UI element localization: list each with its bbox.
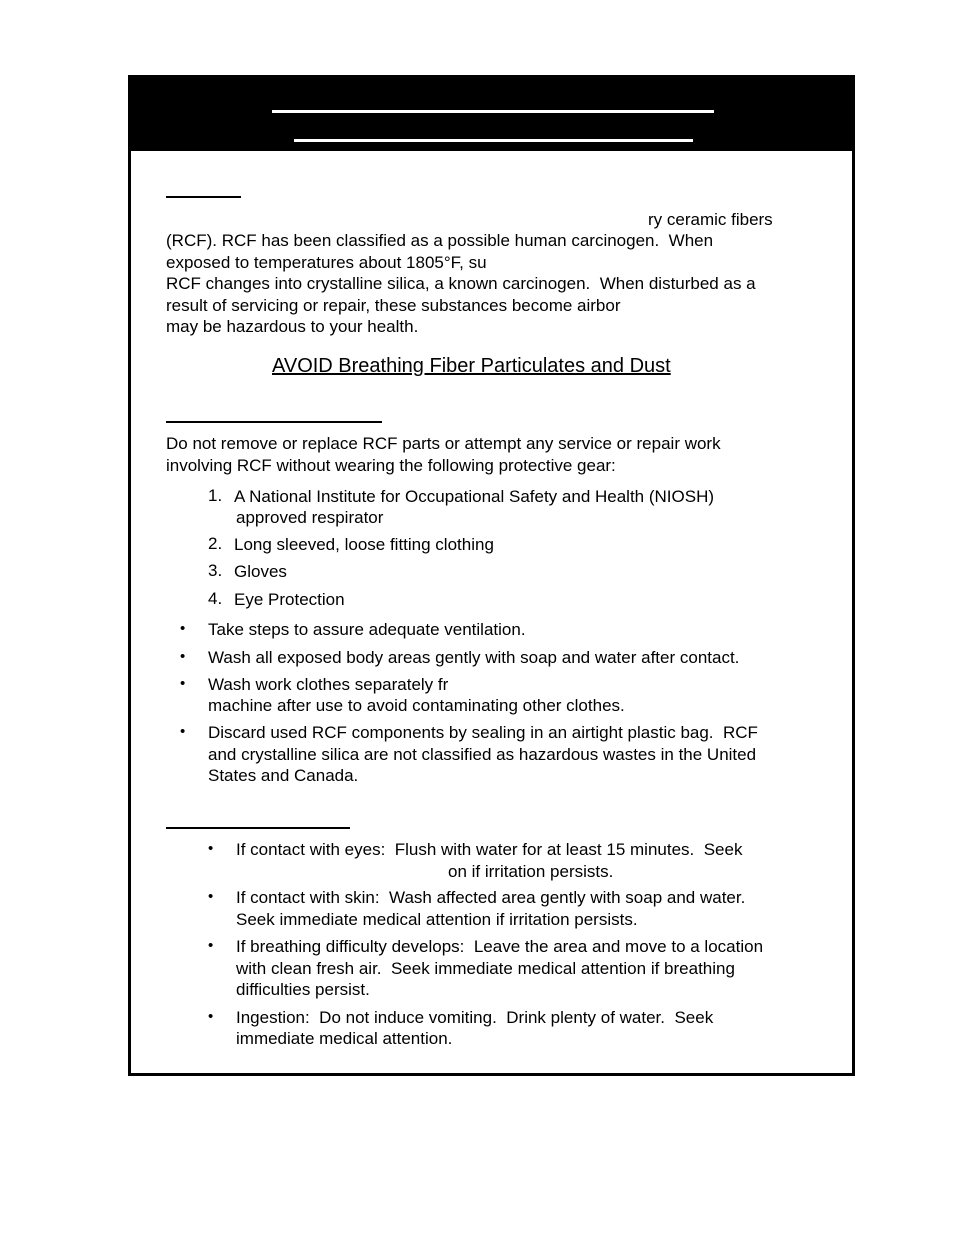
first-aid-line: with clean fresh air. Seek immediate medical attention if breathing (236, 959, 735, 978)
bullet-marker: • (208, 1008, 214, 1025)
header-title-line (272, 110, 714, 113)
gear-item-line: Gloves (234, 562, 287, 581)
avoid-heading: AVOID Breathing Fiber Particulates and Dust (272, 355, 671, 377)
gear-item-line: approved respirator (236, 508, 384, 527)
bullet-marker: • (180, 620, 186, 637)
intro-line: exposed to temperatures about 1805°F, su (166, 253, 487, 272)
bullet-marker: • (208, 937, 214, 954)
intro-line: (RCF). RCF has been classified as a possible human carcinogen. When (166, 231, 714, 250)
gear-number: 4. (208, 589, 223, 608)
protection-intro-line: involving RCF without wearing the following protective gear: (166, 456, 616, 475)
gear-item-line: Long sleeved, loose fitting clothing (234, 535, 494, 554)
protection-heading-line (166, 421, 382, 423)
protection-bullet-line: and crystalline silica are not classified as hazardous wastes in the United (208, 745, 757, 764)
gear-number: 1. (208, 486, 223, 505)
bullet-marker: • (180, 675, 186, 692)
protection-bullet-line: Take steps to assure adequate ventilation. (208, 620, 526, 639)
protection-bullet-line: Wash all exposed body areas gently with soap and water after contact. (208, 648, 740, 667)
protection-bullet-line: machine after use to avoid contaminating other clothes. (208, 696, 625, 715)
first-aid-line: Ingestion: Do not induce vomiting. Drink plenty of water. Seek (236, 1008, 714, 1027)
first-aid-line: If contact with eyes: Flush with water for at least 15 minutes. Seek (236, 840, 743, 859)
intro-heading-line (166, 196, 241, 198)
protection-intro-line: Do not remove or replace RCF parts or attempt any service or repair work (166, 434, 721, 453)
first-aid-line: difficulties persist. (236, 980, 370, 999)
gear-item-line: A National Institute for Occupational Safety and Health (NIOSH) (234, 487, 715, 506)
first-aid-heading-line (166, 827, 350, 829)
bullet-marker: • (180, 723, 186, 740)
first-aid-line: Seek immediate medical attention if irritation persists. (236, 910, 638, 929)
gear-number: 3. (208, 561, 223, 580)
bullet-marker: • (208, 888, 214, 905)
gear-number: 2. (208, 534, 223, 553)
first-aid-line: on if irritation persists. (448, 862, 614, 881)
bullet-marker: • (208, 840, 214, 857)
gear-item-line: Eye Protection (234, 590, 345, 609)
warning-header (131, 78, 852, 151)
protection-bullet-line: States and Canada. (208, 766, 359, 785)
protection-bullet-line: Discard used RCF components by sealing in an airtight plastic bag. RCF (208, 723, 758, 742)
intro-line: result of servicing or repair, these substances become airbor (166, 296, 621, 315)
intro-line: may be hazardous to your health. (166, 317, 419, 336)
header-subtitle-line (294, 139, 693, 142)
intro-line: ry ceramic fibers (648, 210, 773, 229)
protection-bullet-line: Wash work clothes separately fr (208, 675, 449, 694)
first-aid-line: If contact with skin: Wash affected area gently with soap and water. (236, 888, 746, 907)
intro-line: RCF changes into crystalline silica, a known carcinogen. When disturbed as a (166, 274, 756, 293)
first-aid-line: If breathing difficulty develops: Leave the area and move to a location (236, 937, 764, 956)
first-aid-line: immediate medical attention. (236, 1029, 453, 1048)
bullet-marker: • (180, 648, 186, 665)
